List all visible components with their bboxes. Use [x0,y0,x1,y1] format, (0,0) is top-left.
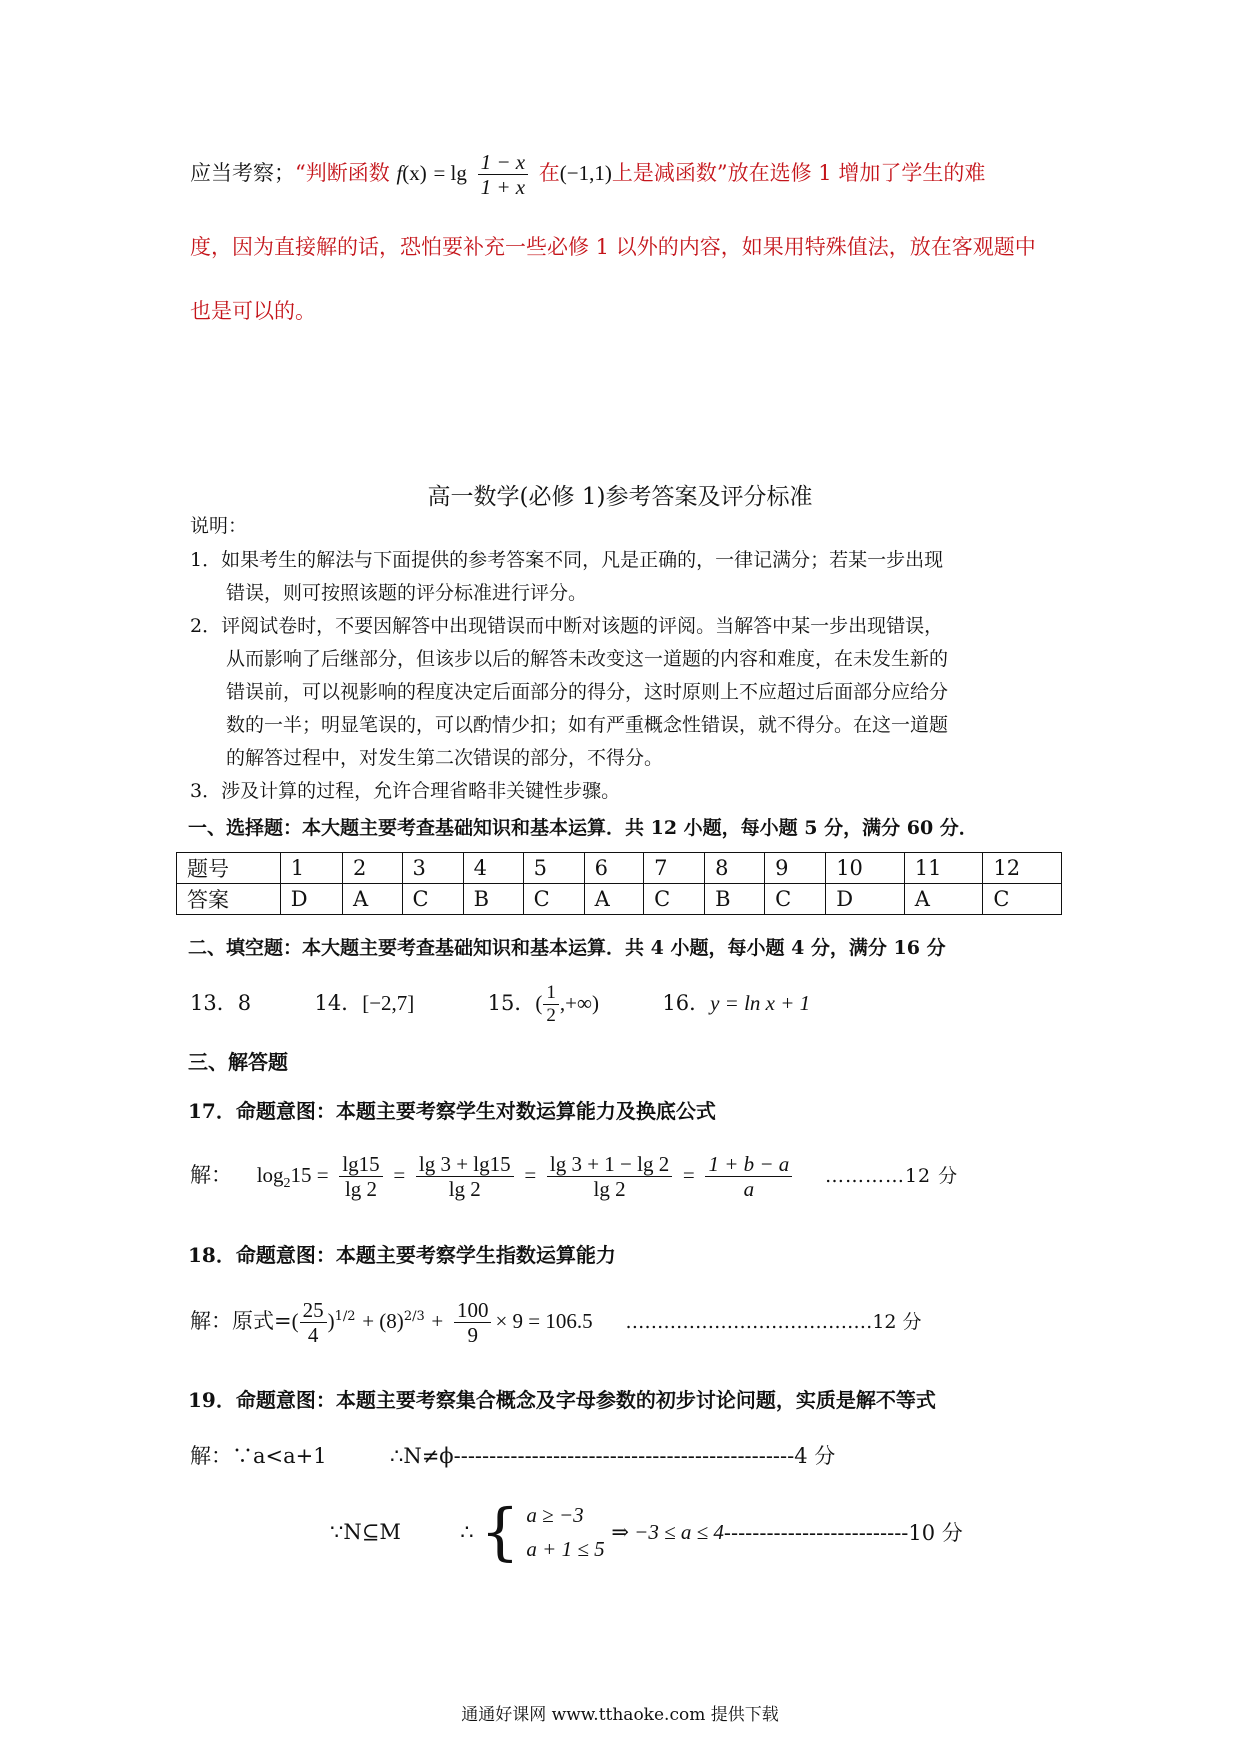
note-2-line-5: 的解答过程中，对发生第二次错误的部分，不得分。 [226,747,664,769]
table-cell: 3 [402,853,463,884]
intro-fraction: $\frac{1 - x}{1 + x}$ [478,150,529,199]
page-title: 高一数学(必修 1)参考答案及评分标准 [427,484,813,510]
table-cell: A [343,884,403,915]
answer-16-label: 16． [662,990,711,1015]
q19-system-line-1: a ≥ −3 [526,1503,584,1527]
q19-jie: 解：∵a<a+1 [190,1444,327,1468]
section3-heading: 三、解答题 [188,1050,288,1074]
q19-system [526,1498,604,1566]
q17-lhs: $\log_215$ = [256,1163,329,1192]
answer-table [176,852,1062,915]
note-1-line-2: 错误，则可按照该题的评分标准进行评分。 [226,582,588,604]
intro-red-a: “判断函数 [295,161,390,186]
row-label-answer: 答案 [177,884,281,915]
table-cell: 1 [280,853,342,884]
q17-eq: = [682,1163,695,1188]
table-row-numbers [177,853,1062,884]
answer-13: 13．8 [190,990,252,1015]
q19-system-line-2: a + 1 ≤ 5 [526,1537,605,1561]
note-1 [190,544,943,610]
q17-fraction-3: $\frac{\lg 3 + 1 - \lg 2}{\lg 2}$ [547,1152,672,1201]
table-cell: B [705,884,765,915]
table-cell: 4 [463,853,523,884]
answer-16: y = ln x + 1 [710,990,811,1015]
table-cell: D [280,884,342,915]
q18-open: ( [291,1309,299,1334]
table-cell: 6 [584,853,644,884]
intro-red-c: 上是减函数”放在选修 1 增加了学生的难 [611,161,986,186]
table-cell: 8 [705,853,765,884]
table-cell: 10 [826,853,905,884]
q17-solution [190,1152,958,1201]
intro-fx: f(x) [396,161,427,186]
table-cell: D [826,884,905,915]
table-cell: A [584,884,644,915]
q19-because-2: ∵N⊆M [330,1520,401,1544]
q19-therefore-1: ∴N≠ϕ [389,1444,454,1468]
q19-implies: ⇒ −3 ≤ a ≤ 4 [611,1519,724,1544]
note-2-line-1: 2．评阅试卷时，不要因解答中出现错误而中断对该题的评阅。当解答中某一步出现错误， [190,615,944,637]
note-2-line-3: 错误前，可以视影响的程度决定后面部分的得分，这时原则上不应超过后面部分应给分 [226,681,949,703]
table-cell: C [644,884,705,915]
q18-score: …………………………………12 分 [625,1311,922,1334]
table-cell: 7 [644,853,705,884]
q17-jie: 解： [190,1163,232,1188]
q19-intent: 19．命题意图：本题主要考察集合概念及字母参数的初步讨论问题，实质是解不等式 [188,1388,936,1412]
table-cell: C [402,884,463,915]
q17-fraction-4: $\frac{1 + b - a}{a}$ [705,1152,792,1201]
q17-score: …………12 分 [824,1165,959,1188]
table-cell: 12 [983,853,1062,884]
intro-line-2: 度，因为直接解的话，恐怕要补充一些必修 1 以外的内容，如果用特殊值法，放在客观题中 [190,235,1036,259]
q19-brace: { [480,1495,520,1568]
notes-heading: 说明： [190,515,248,537]
q17-eq: = [524,1163,537,1188]
note-2-line-4: 数的一半；明显笔误的，可以酌情少扣；如有严重概念性错误，就不得分。在这一道题 [226,714,949,736]
table-cell: B [463,884,523,915]
footer-source: 通通好课网 www.tthaoke.com 提供下载 [461,1705,779,1725]
answer-14-label: 14． [314,990,363,1015]
note-1-line-1: 1．如果考生的解法与下面提供的参考答案不同，凡是正确的，一律记满分；若某一步出现 [190,549,944,571]
q18-fraction-1: $\frac{25}{4}$ [300,1298,327,1347]
q18-intent: 18．命题意图：本题主要考察学生指数运算能力 [188,1243,616,1267]
q17-fraction-1: $\frac{\lg 15}{\lg 2}$ [339,1152,382,1201]
q18-exponent-1: 1/2 [334,1309,356,1325]
fill-answers [190,982,810,1027]
table-row-answers [177,884,1062,915]
intro-prefix: 应当考察； [190,161,295,186]
q17-fraction-2: $\frac{\lg 3 + \lg 15}{\lg 2}$ [416,1152,514,1201]
q18-exponent-2: 2/3 [403,1309,425,1325]
q18-result: × 9 = 106.5 [495,1309,593,1334]
note-2-line-2: 从而影响了后继部分，但该步以后的解答未改变这一道题的内容和难度，在未发生新的 [226,648,949,670]
answer-15-fraction: $\frac{1}{2}$ [543,982,559,1027]
answer-15-open: ( [535,990,543,1015]
q18-solution [190,1298,922,1347]
intro-eq-lg: = lg [433,161,467,186]
q18-plus: + [431,1309,444,1334]
table-cell: 5 [523,853,584,884]
note-2 [190,610,948,775]
table-cell: C [523,884,584,915]
answer-15-tail: ,+∞) [559,990,599,1015]
answer-15-label: 15． [487,990,536,1015]
table-cell: 11 [904,853,983,884]
table-cell: C [765,884,826,915]
q18-jie: 解：原式= [190,1309,292,1334]
section1-heading: 一、选择题：本大题主要考查基础知识和基本运算．共 12 小题，每小题 5 分，满分 60 分． [188,817,978,839]
intro-interval: (−1,1) [559,161,612,186]
table-cell: A [904,884,983,915]
intro-red-b: 在 [538,161,560,186]
q18-plus-8: + (8) [362,1309,404,1334]
q19-score-1: ------------------------------------------------4 分 [453,1444,836,1468]
table-cell: 2 [343,853,403,884]
row-label-number: 题号 [177,853,281,884]
q19-line-1 [190,1440,835,1470]
table-cell: C [983,884,1062,915]
intro-line-1 [190,150,985,199]
q17-intent: 17．命题意图：本题主要考察学生对数运算能力及换底公式 [188,1099,716,1123]
q19-score-2: --------------------------10 分 [723,1521,963,1545]
answer-14: [−2,7] [362,990,415,1015]
q19-line-2 [330,1495,963,1568]
q18-close: ) [327,1309,335,1334]
table-cell: 9 [765,853,826,884]
intro-line-3: 也是可以的。 [190,299,316,323]
q18-fraction-2: $\frac{100}{9}$ [454,1298,492,1347]
q17-eq: = [393,1163,406,1188]
note-3: 3．涉及计算的过程，允许合理省略非关键性步骤。 [190,780,621,802]
section2-heading: 二、填空题：本大题主要考查基础知识和基本运算．共 4 小题，每小题 4 分，满分 16 分 [188,937,946,959]
q19-therefore-2: ∴ [460,1520,474,1544]
